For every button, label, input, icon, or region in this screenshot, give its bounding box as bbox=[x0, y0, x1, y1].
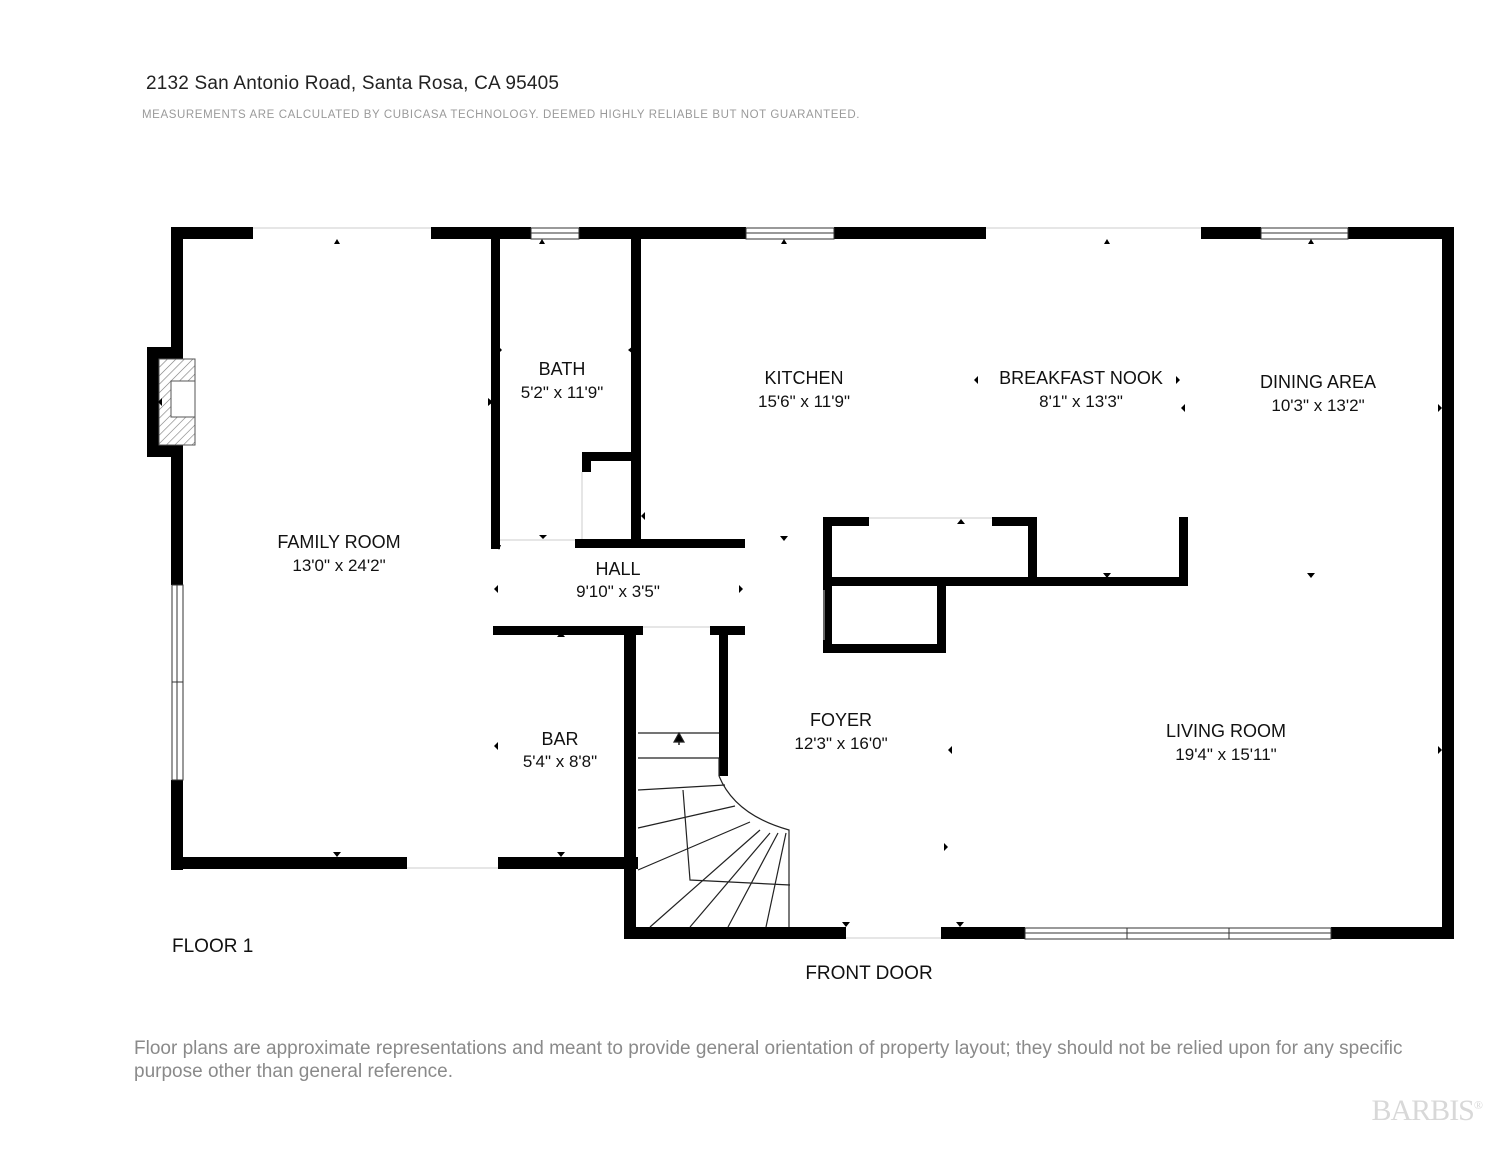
room-dims-foyer: 12'3" x 16'0" bbox=[794, 734, 888, 753]
floor-label: FLOOR 1 bbox=[172, 936, 254, 957]
room-dims-breakfast-nook: 8'1" x 13'3" bbox=[1039, 392, 1123, 411]
footer-disclaimer: Floor plans are approximate representations and meant to provide general orientation of property layout; they should not be relied upon for any specific purpose other than general reference. bbox=[134, 1038, 1403, 1082]
room-name-bar: BAR bbox=[541, 729, 579, 749]
room-name-breakfast-nook: BREAKFAST NOOK bbox=[999, 368, 1163, 388]
room-name-bath: BATH bbox=[538, 359, 586, 379]
room-dims-kitchen: 15'6" x 11'9" bbox=[758, 392, 850, 411]
room-dims-bar: 5'4" x 8'8" bbox=[522, 752, 598, 771]
room-dims-hall: 9'10" x 3'5" bbox=[576, 582, 660, 601]
property-address: 2132 San Antonio Road, Santa Rosa, CA 95405 bbox=[146, 73, 560, 94]
room-name-dining-area: DINING AREA bbox=[1259, 372, 1377, 392]
room-dims-bath: 5'2" x 11'9" bbox=[520, 383, 604, 402]
room-name-hall: HALL bbox=[595, 559, 641, 579]
room-name-family-room: FAMILY ROOM bbox=[277, 532, 401, 552]
walls bbox=[147, 227, 1454, 939]
room-dims-living-room: 19'4" x 15'11" bbox=[1175, 745, 1277, 764]
room-name-foyer: FOYER bbox=[809, 710, 873, 730]
measurement-disclaimer: MEASUREMENTS ARE CALCULATED BY CUBICASA TECHNOLOGY. DEEMED HIGHLY RELIABLE BUT NOT GUARANTEED. bbox=[142, 109, 861, 121]
door-markers bbox=[158, 239, 1442, 927]
front-door-label: FRONT DOOR bbox=[805, 963, 933, 984]
watermark-logo: BARBIS® bbox=[1371, 1094, 1482, 1127]
room-name-living-room: LIVING ROOM bbox=[1165, 721, 1287, 741]
room-name-kitchen: KITCHEN bbox=[764, 368, 844, 388]
staircase bbox=[638, 733, 790, 927]
fireplace bbox=[159, 359, 195, 445]
room-dims-dining-area: 10'3" x 13'2" bbox=[1271, 396, 1365, 415]
room-dims-family-room: 13'0" x 24'2" bbox=[292, 556, 386, 575]
